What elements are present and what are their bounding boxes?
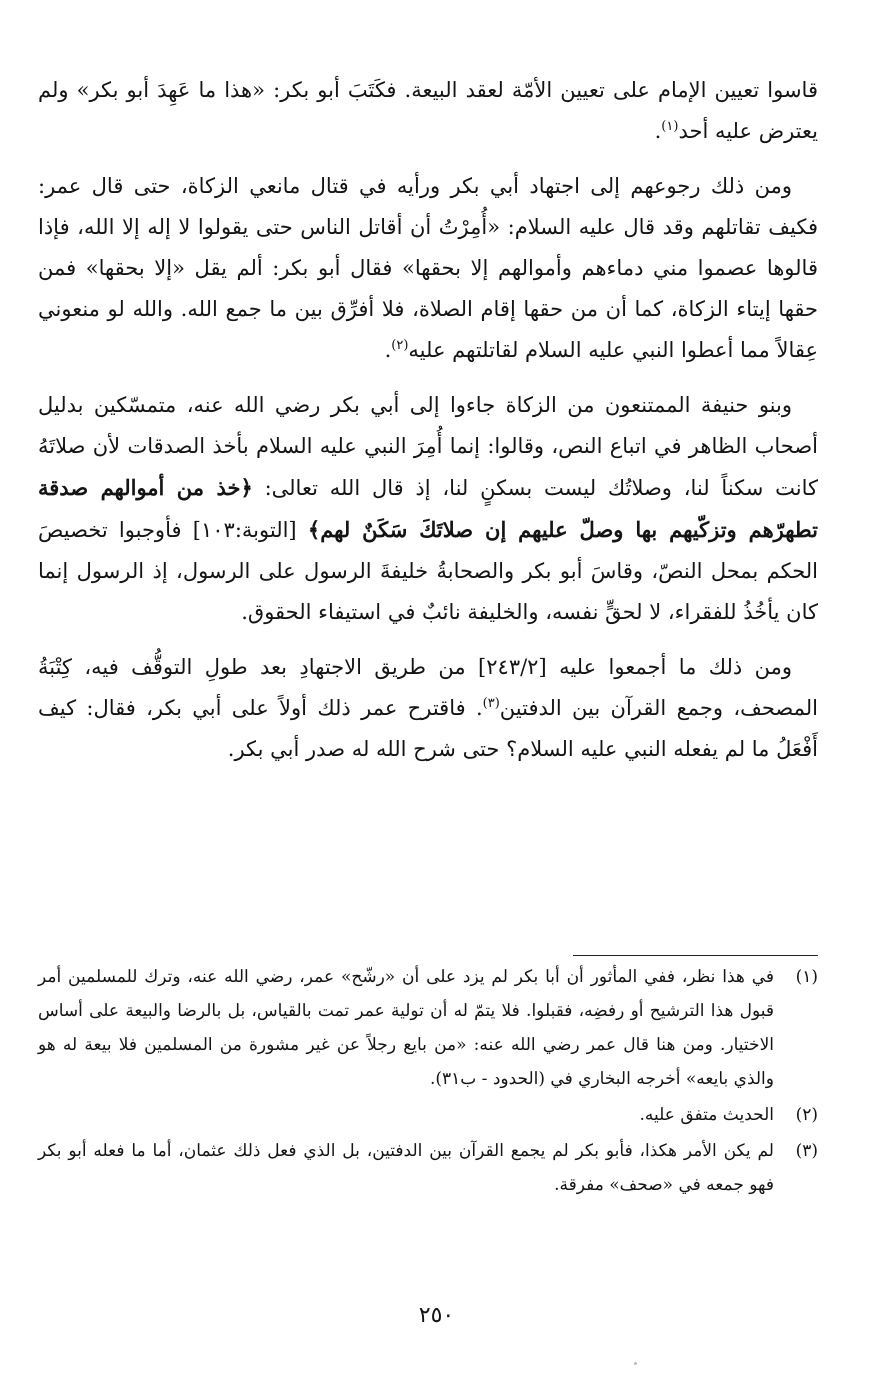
paragraph-1-text: قاسوا تعيين الإمام على تعيين الأمّة لعقد البيعة. فكَتَبَ أبو بكر: «هذا ما عَهِدَ أبو بكر» ولم يعترض عليه أحد: [38, 78, 818, 143]
footnote-ref-3[interactable]: (٣): [482, 696, 500, 711]
footnote-2: [38, 1098, 818, 1132]
footnote-text: الحديث متفق عليه.: [639, 1105, 774, 1125]
footnote-ref-2[interactable]: (٢): [391, 338, 409, 353]
paragraph-3-text-b: [التوبة:١٠٣] فأوجبوا تخصيصَ الحكم بمحل النصّ، وقاسَ أبو بكر والصحابةُ خليفةَ الرسول على الرسول، إذ الرسول إنما كان يأخُذُ للفقراء، لا لحقٍّ نفسه، والخليفة نائبٌ في استيفاء الحقوق.: [38, 518, 818, 624]
paragraph-1: [38, 70, 818, 152]
footnote-ref-1[interactable]: (١): [661, 119, 679, 134]
footnote-text: في هذا نظر، ففي المأثور أن أبا بكر لم يزد على أن «رشّح» عمر، رضي الله عنه، وترك للمسلمين أمر قبول هذا الترشيح أو رفضِه، فقبلوا. فلا يتمّ له أن تولية عمر تمت بالقياس، بل بالرضا والبيعة على أساس الاختيار. ومن هنا قال عمر رضي الله عنه: «من بايع رجلاً عن غير مشورة من المسلمين فلا بيعة له هو والذي بايعه» أخرجه البخاري في (الحدود - ب٣١).: [38, 967, 774, 1089]
page-number: ٢٥٠: [418, 1303, 455, 1328]
footnote-number: (١): [795, 967, 818, 987]
paragraph-1-end: .: [654, 119, 662, 143]
footnotes: [38, 960, 818, 1204]
footnote-number: (٣): [795, 1141, 818, 1161]
paragraph-4-end: . فاقترح عمر ذلك أولاً على أبي بكر، فقال: كيف أَفْعَلُ ما لم يفعله النبي عليه السلام؟ حتى شرح الله له صدر أبي بكر.: [38, 696, 818, 761]
footnote-3: [38, 1134, 818, 1202]
main-text: [38, 70, 818, 784]
paragraph-2-end: .: [384, 338, 392, 362]
paragraph-4: [38, 647, 818, 770]
scan-speck: [634, 1362, 637, 1365]
footnote-number: (٢): [795, 1105, 818, 1125]
paragraph-2-text: ومن ذلك رجوعهم إلى اجتهاد أبي بكر ورأيه في قتال مانعي الزكاة، حتى قال عمر: فكيف تقاتلهم وقد قال عليه السلام: «أُمِرْتُ أن أقاتل الناس حتى يقولوا لا إله إلا الله، فإذا قالوها عصموا مني دماءهم وأموالهم إلا بحقها» فقال أبو بكر: ألم يقل «إلا بحقها» فمن حقها إيتاء الزكاة، كما أن من حقها إقام الصلاة، فلا أفرِّق بين ما جمع الله. والله لو منعوني عِقالاً مما أعطوا النبي عليه السلام لقاتلتهم عليه: [38, 174, 818, 362]
quran-verse: ﴿خذ من أموالهم صدقة تطهرّهم وتزكّيهم بها وصلّ عليهم إن صلاتَكَ سَكَنٌ لهم﴾: [38, 475, 818, 542]
paragraph-3-text-a: وبنو حنيفة الممتنعون من الزكاة جاءوا إلى أبي بكر رضي الله عنه، متمسّكين بدليل أصحاب الظاهر في اتباع النص، وقالوا: إنما أُمِرَ النبي عليه السلام بأخذ الصدقات لأن صلاتَهُ كانت سكناً لنا، وصلاتُك ليست بسكنٍ لنا، إذ قال الله تعالى:: [38, 393, 818, 500]
paragraph-2: [38, 166, 818, 371]
footnote-divider: [573, 955, 818, 956]
footnote-text: لم يكن الأمر هكذا، فأبو بكر لم يجمع القرآن بين الدفتين، بل الذي فعل ذلك عثمان، أما ما فعله أبو بكر فهو جمعه في «صحف» مفرقة.: [38, 1141, 774, 1195]
paragraph-4-text: ومن ذلك ما أجمعوا عليه [٢٤٣/٢] من طريق الاجتهادِ بعد طولِ التوقُّف فيه، كِتْبَةُ المصحف، وجمع القرآن بين الدفتين: [38, 655, 818, 720]
footnote-1: [38, 960, 818, 1096]
paragraph-3: [38, 385, 818, 633]
